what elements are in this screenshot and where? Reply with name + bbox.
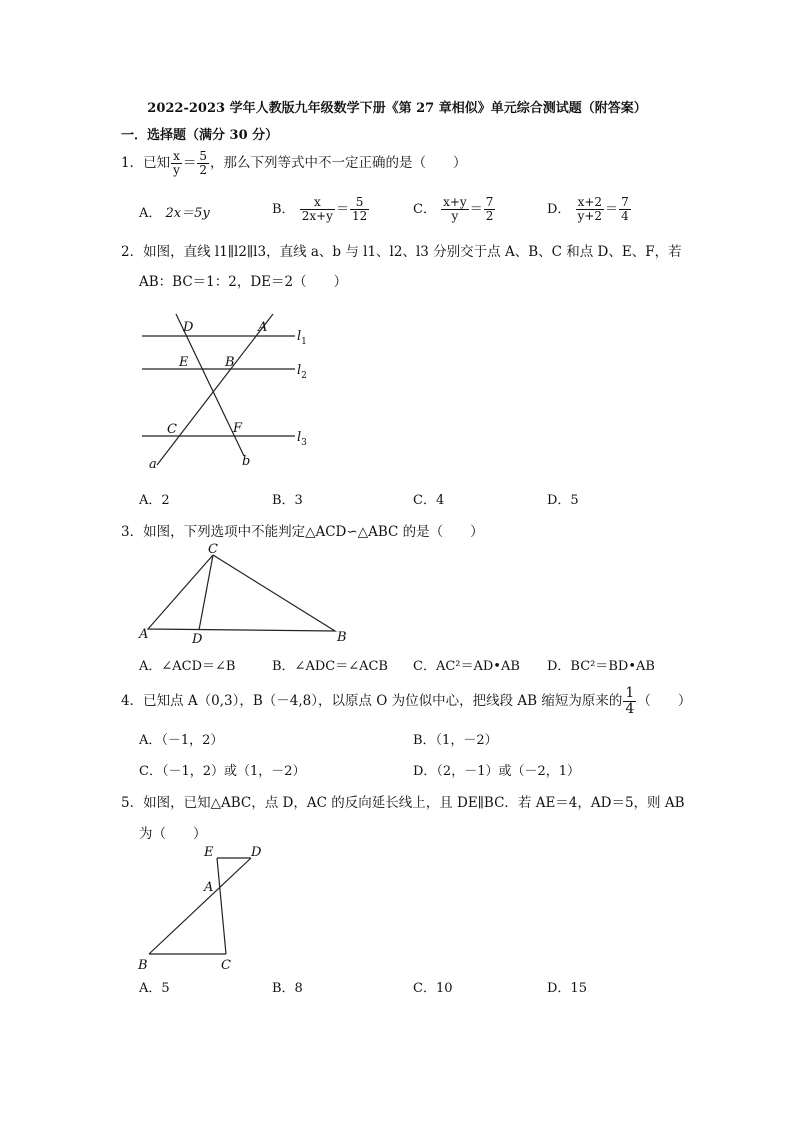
point-label-f: F — [233, 421, 243, 436]
fraction-one-quarter — [623, 686, 636, 717]
question-number: 3． — [121, 524, 144, 540]
triangle-abc — [148, 555, 335, 631]
equals-sign: ＝ — [469, 202, 483, 217]
option-label: D． — [547, 202, 571, 217]
option-label: A． — [139, 206, 162, 221]
question-2 — [121, 240, 682, 260]
point-label-d: D — [183, 320, 194, 335]
question-text: 已知点 A（0,3），B（－4,8），以原点 O 为位似中心，把线段 AB 缩短为原来的 — [143, 693, 623, 709]
denominator: y+2 — [577, 209, 603, 223]
numerator: 5 — [199, 149, 208, 163]
question-4 — [121, 686, 691, 717]
point-label-b: B — [138, 958, 148, 973]
line-label-l3 — [297, 430, 307, 448]
question-number: 2． — [121, 244, 144, 260]
segment-cd — [199, 555, 213, 630]
numerator: x — [300, 196, 335, 210]
point-label-c: C — [208, 542, 218, 557]
point-label-c: C — [167, 422, 177, 437]
equals-sign: ＝ — [182, 155, 197, 171]
option-label: B． — [272, 202, 295, 217]
option-4a[interactable]: A．（－1，2） — [139, 733, 224, 748]
numerator: x+y — [443, 195, 467, 209]
question-text: 如图，已知△ABC，点 D，AC 的反向延长线上，且 DE∥BC．若 AE＝4，AD＝5，则 AB — [143, 795, 685, 811]
option-5d[interactable]: D．15 — [547, 981, 587, 996]
question-number: 4． — [121, 693, 144, 709]
numerator: x — [173, 149, 180, 163]
point-label-b: B — [337, 630, 347, 645]
option-2b[interactable]: B．3 — [272, 493, 303, 508]
line-label-a: a — [149, 457, 157, 472]
option-1a[interactable] — [139, 202, 210, 221]
option-5b[interactable]: B．8 — [272, 981, 303, 996]
fraction — [350, 196, 369, 223]
line-symbol: l — [297, 329, 302, 344]
fraction — [576, 196, 604, 223]
option-text: 2x＝5y — [165, 206, 210, 221]
point-label-b: B — [225, 355, 235, 370]
figure-triangle-abc-de — [132, 840, 282, 975]
denominator: 2 — [199, 163, 208, 177]
section-heading: 一．选择题（满分 30 分） — [121, 128, 279, 143]
option-2a[interactable]: A．2 — [139, 493, 170, 508]
question-text: 如图，下列选项中不能判定△ACD∽△ABC 的是（ ） — [143, 524, 484, 540]
question-5-line2: 为（ ） — [139, 826, 207, 842]
fraction-5-over-2 — [197, 150, 209, 177]
question-text: ，那么下列等式中不一定正确的是（ ） — [210, 155, 467, 171]
denominator: y — [451, 209, 459, 223]
question-2-line2: AB：BC＝1：2，DE＝2（ ） — [139, 274, 348, 290]
numerator: 5 — [350, 196, 369, 210]
denominator: 4 — [625, 701, 635, 717]
point-label-d: D — [192, 632, 203, 647]
question-text: 如图，直线 l1∥l2∥l3，直线 a、b 与 l1、l2、l3 分别交于点 A、B、C 和点 D、E、F，若 — [143, 244, 682, 260]
denominator: 12 — [351, 209, 368, 223]
subscript: 2 — [301, 371, 307, 381]
equals-sign: ＝ — [335, 202, 349, 217]
question-number: 1． — [121, 155, 144, 171]
option-1d[interactable] — [547, 196, 632, 223]
option-4b[interactable]: B．（1，－2） — [413, 733, 498, 748]
option-3b[interactable]: B．∠ADC＝∠ACB — [272, 659, 388, 674]
option-1c[interactable] — [413, 196, 496, 223]
line-symbol: l — [297, 430, 302, 445]
question-1 — [121, 150, 467, 177]
point-label-c: C — [221, 958, 231, 973]
question-3 — [121, 520, 484, 540]
option-5a[interactable]: A．5 — [139, 981, 170, 996]
fraction — [484, 196, 496, 223]
option-4d[interactable]: D．（2，－1）或（－2，1） — [413, 764, 581, 779]
document-title: 2022-2023 学年人教版九年级数学下册《第 27 章相似》单元综合测试题（附答案） — [147, 101, 647, 116]
fraction-x-over-y — [171, 150, 182, 177]
point-label-e: E — [204, 845, 214, 860]
question-number: 5． — [121, 795, 144, 811]
figure-triangle-acd-abc — [136, 540, 356, 648]
line-symbol: l — [297, 363, 302, 378]
point-label-a: A — [139, 627, 149, 642]
numerator: 7 — [485, 195, 494, 209]
point-label-e: E — [179, 355, 189, 370]
option-1b[interactable] — [272, 196, 370, 223]
fraction — [441, 196, 469, 223]
option-2c[interactable]: C．4 — [413, 493, 445, 508]
point-label-d: D — [251, 845, 262, 860]
point-label-a: A — [204, 880, 214, 895]
numerator: 1 — [625, 685, 635, 701]
point-label-a: A — [258, 320, 268, 335]
numerator: x+2 — [577, 195, 603, 209]
denominator: y — [173, 163, 180, 177]
option-3a[interactable]: A．∠ACD＝∠B — [139, 659, 236, 674]
option-label: C． — [413, 202, 436, 217]
denominator: 2 — [485, 209, 494, 223]
numerator: 7 — [621, 195, 629, 209]
line-label-l2 — [297, 363, 307, 381]
option-2d[interactable]: D．5 — [547, 493, 579, 508]
option-3d[interactable]: D．BC²＝BD•AB — [547, 659, 655, 674]
question-5 — [121, 791, 685, 811]
denominator: 4 — [621, 209, 629, 223]
question-text: （ ） — [637, 693, 692, 709]
subscript: 1 — [301, 337, 307, 347]
option-5c[interactable]: C．10 — [413, 981, 453, 996]
line-label-b: b — [242, 454, 251, 469]
equals-sign: ＝ — [605, 202, 619, 217]
denominator: 2x+y — [301, 209, 333, 223]
line-a — [157, 314, 273, 465]
subscript: 3 — [301, 438, 307, 448]
segment-ec — [217, 858, 226, 954]
line-label-l1 — [297, 329, 307, 347]
option-3c[interactable]: C．AC²＝AD•AB — [413, 659, 520, 674]
fraction — [300, 196, 335, 223]
segment-db — [149, 858, 251, 954]
option-4c[interactable]: C．（－1，2）或（1，－2） — [139, 764, 306, 779]
question-text: 已知 — [143, 155, 171, 171]
fraction — [619, 196, 631, 223]
figure-parallel-lines — [130, 308, 330, 473]
